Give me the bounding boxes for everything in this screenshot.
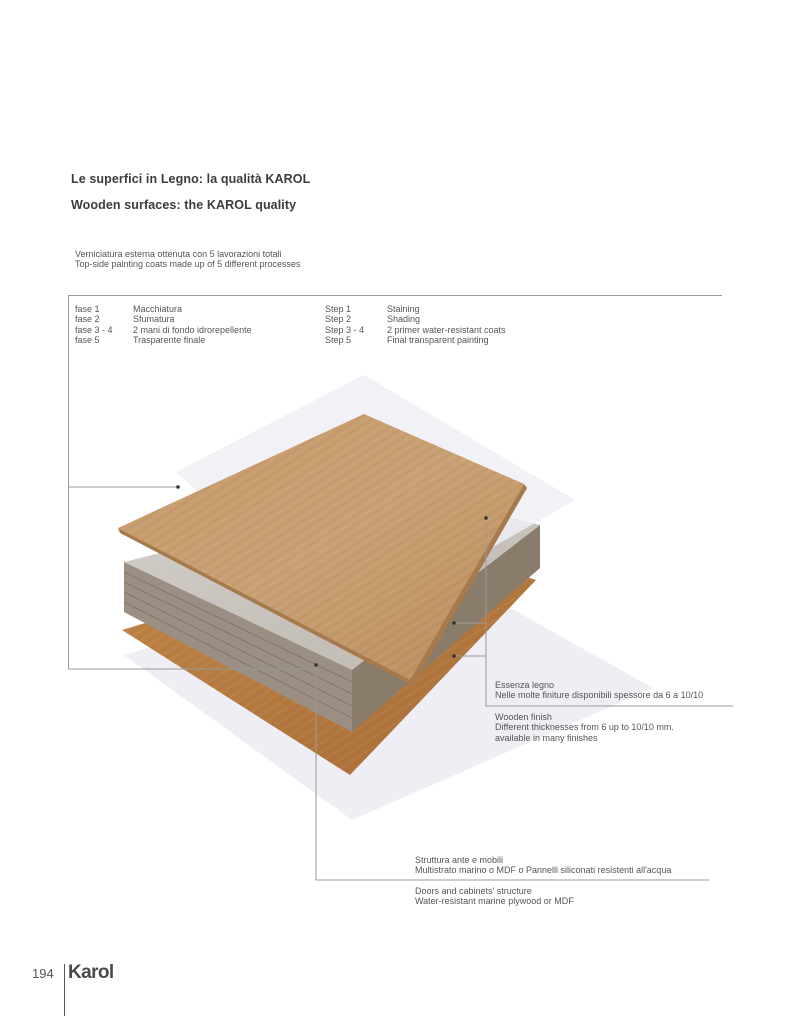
structure-title-italian: Struttura ante e mobili [415, 855, 504, 865]
structure-callout-english [415, 886, 574, 907]
structure-title-english: Doors and cabinets' structure [415, 886, 532, 896]
page-number: 194 [32, 966, 54, 981]
list-item: Step 1 Staining [325, 304, 420, 314]
structure-text-english: Water-resistant marine plywood or MDF [415, 896, 574, 907]
wood-finish-title-english: Wooden finish [495, 712, 552, 722]
list-item: Step 3 - 4 2 primer water-resistant coats [325, 324, 506, 335]
brand-logo: Karol [68, 962, 114, 983]
wood-finish-text-italian: Nelle molte finiture disponibili spessore da 6 a 10/10 [495, 690, 704, 701]
wood-finish-callout-english [495, 712, 674, 743]
page-title-english: Wooden surfaces: the KAROL quality [71, 198, 297, 212]
list-item: Step 5 Final transparent painting [325, 335, 489, 346]
footer-divider [64, 964, 65, 1016]
list-item: fase 3 - 4 2 mani di fondo idrorepellente [75, 324, 252, 335]
wood-finish-title-italian: Essenza legno [495, 680, 555, 690]
page-title-italian: Le superfici in Legno: la qualità KAROL [71, 172, 311, 186]
wood-finish-text-english: Different thicknesses from 6 up to 10/10 mm. [495, 722, 674, 733]
list-item: fase 2 Sfumatura [75, 314, 175, 325]
structure-text-italian: Multistrato marino o MDF o Pannelli siliconati resistenti all'acqua [415, 865, 672, 876]
intro-english: Top-side painting coats made up of 5 different processes [75, 259, 301, 269]
wood-finish-text-english-2: available in many finishes [495, 732, 598, 743]
wood-finish-callout [495, 680, 703, 701]
list-item: fase 5 Trasparente finale [75, 335, 206, 346]
list-item: fase 1 Macchiatura [75, 304, 183, 314]
intro-italian: Verniciatura esterna ottenuta con 5 lavorazioni totali [75, 249, 282, 259]
structure-callout [415, 855, 671, 876]
list-item: Step 2 Shading [325, 314, 421, 325]
